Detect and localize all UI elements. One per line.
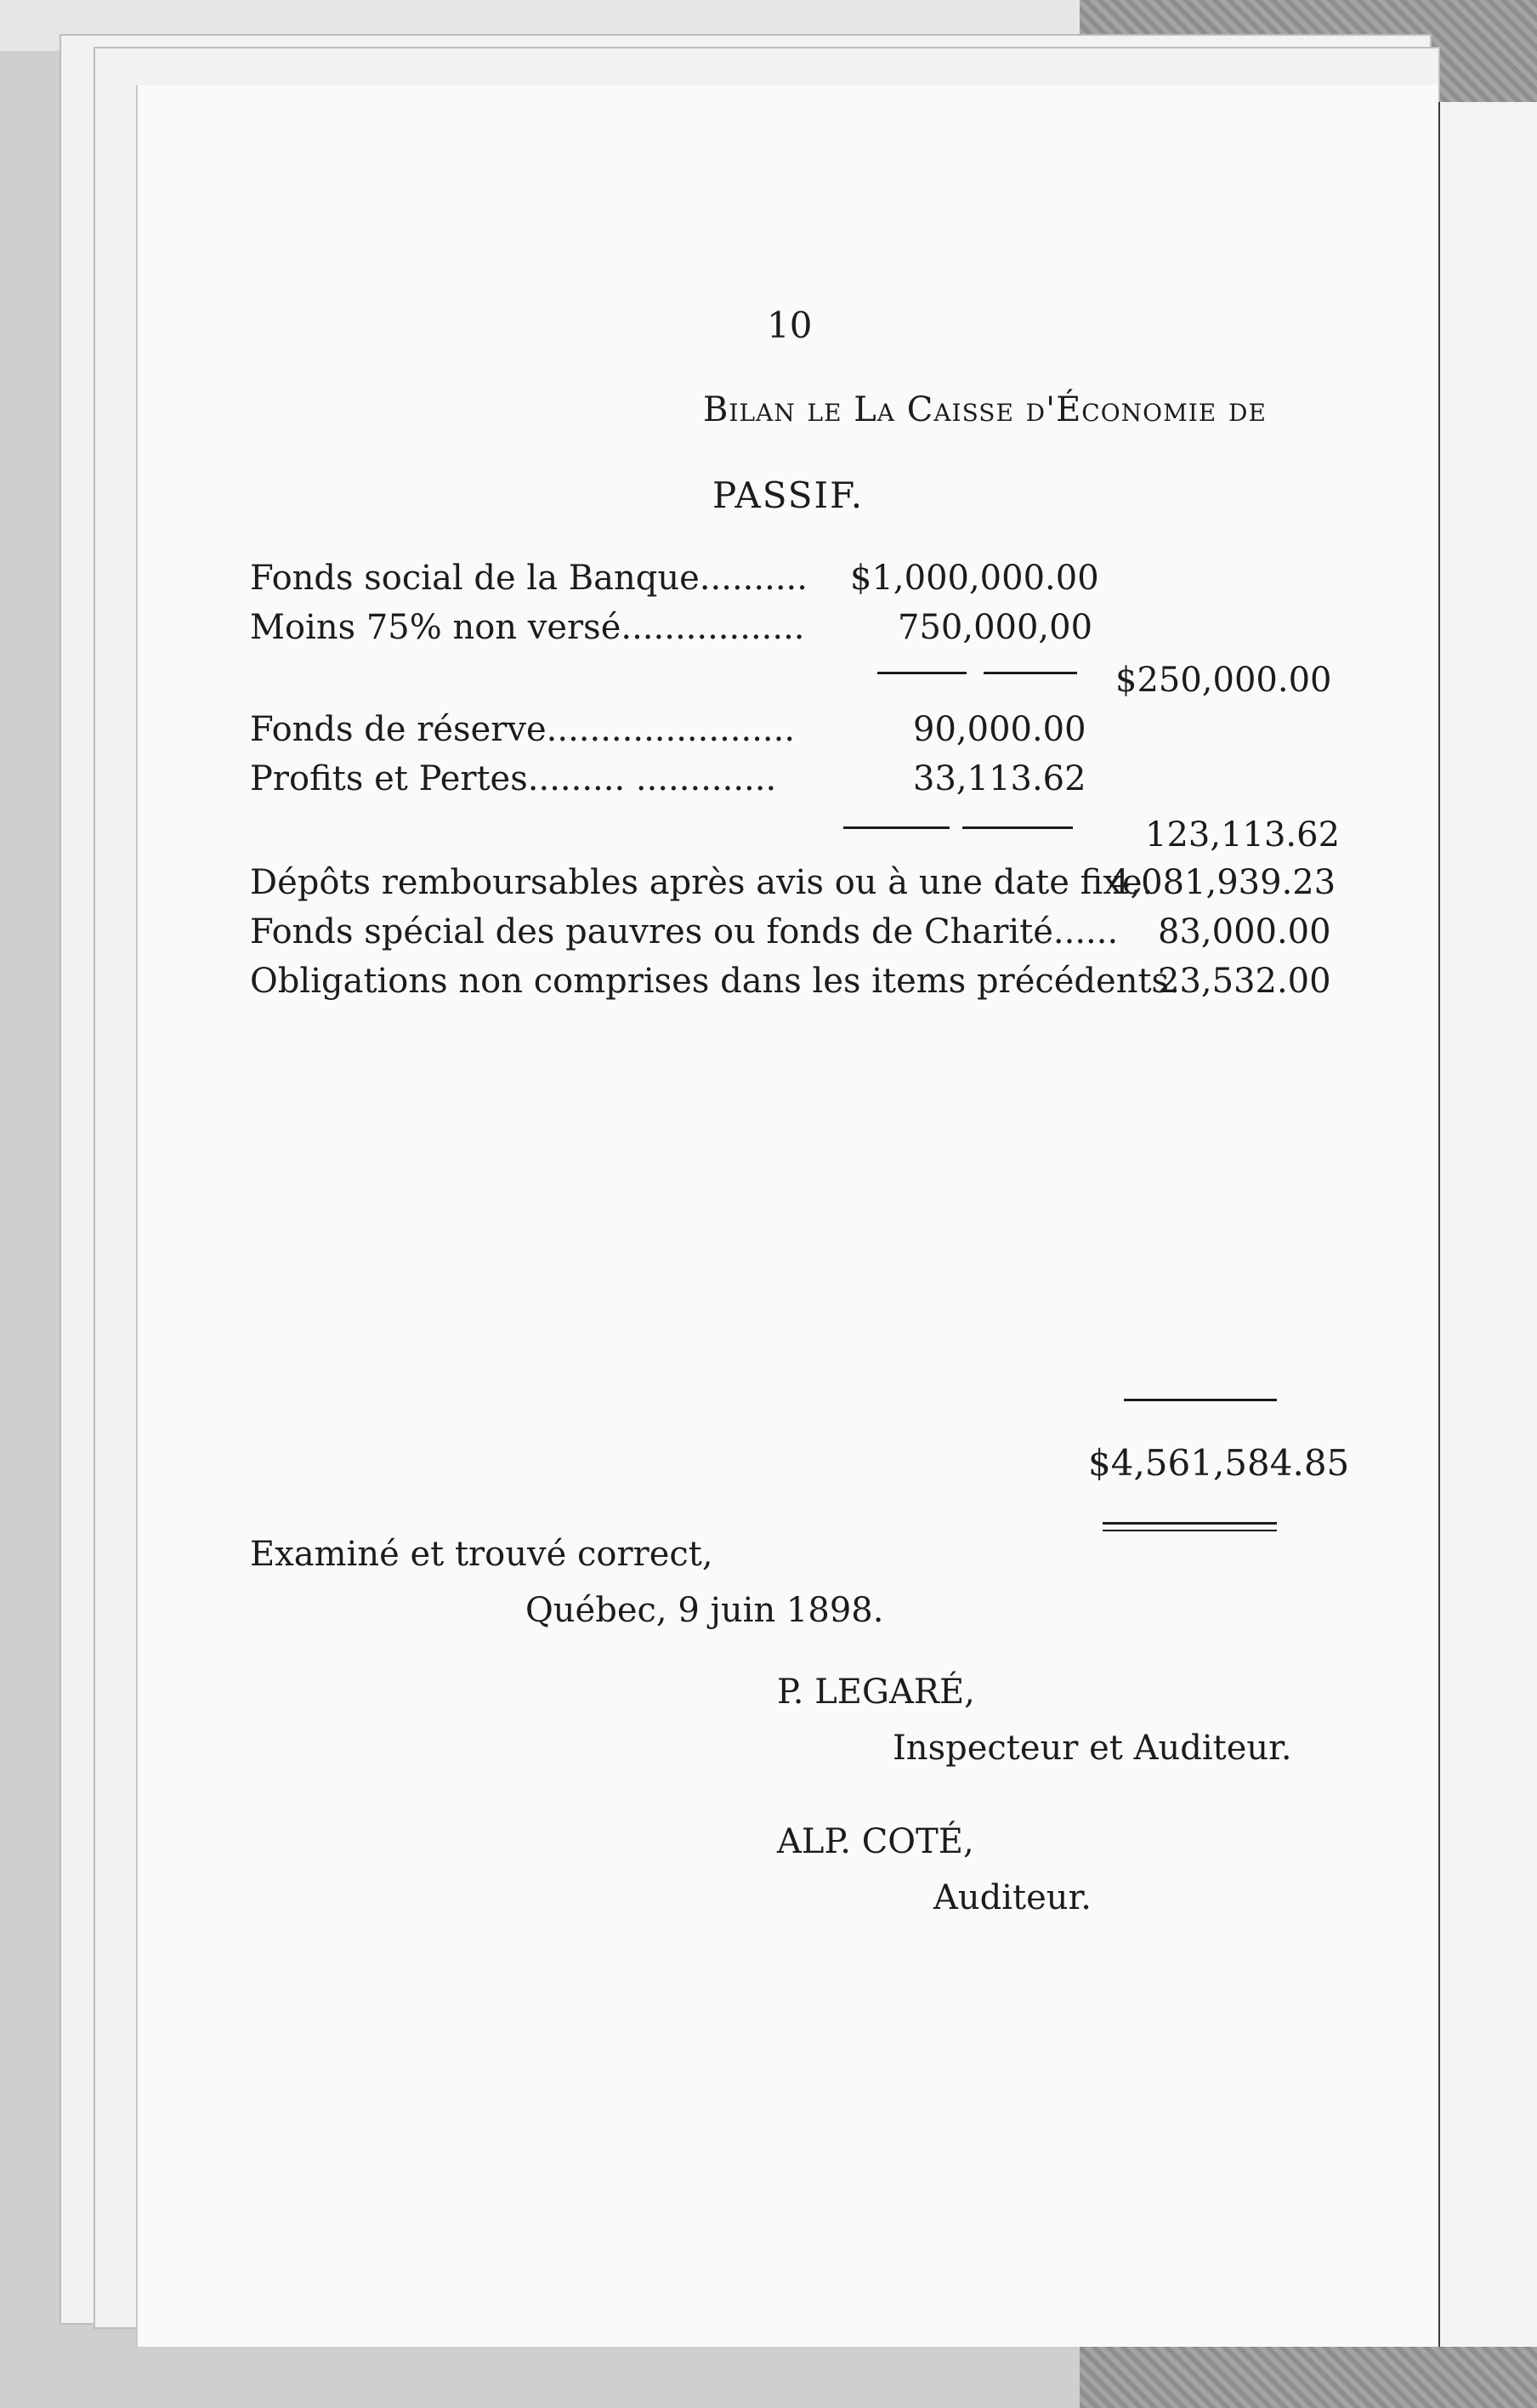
row-label: Obligations non comprises dans les items précédents. bbox=[250, 962, 1180, 1001]
signatory-name: P. LEGARÉ, bbox=[777, 1673, 975, 1712]
document-page bbox=[136, 85, 1438, 2347]
row-amount: 33,113.62 bbox=[913, 759, 1086, 798]
row-subtotal: 123,113.62 bbox=[1145, 815, 1341, 855]
signatory-title: Auditeur. bbox=[933, 1878, 1092, 1917]
sum-rule bbox=[962, 826, 1073, 829]
page-heading bbox=[703, 390, 1267, 429]
row-amount: 83,000.00 bbox=[1158, 912, 1331, 951]
sum-rule bbox=[984, 672, 1077, 674]
total-double-rule bbox=[1103, 1522, 1277, 1531]
row-amount: 750,000,00 bbox=[898, 608, 1093, 647]
row-label: Fonds spécial des pauvres ou fonds de Charité...... bbox=[250, 912, 1119, 951]
row-amount: 90,000.00 bbox=[913, 710, 1086, 749]
row-amount: 4,081,939.23 bbox=[1109, 863, 1336, 902]
row-amount: $1,000,000.00 bbox=[850, 559, 1099, 598]
section-title: PASSIF. bbox=[712, 474, 865, 516]
signatory-name: ALP. COTÉ, bbox=[777, 1822, 974, 1861]
row-amount: 23,532.00 bbox=[1158, 962, 1331, 1001]
signatory-title: Inspecteur et Auditeur. bbox=[893, 1729, 1292, 1768]
row-label: Fonds social de la Banque.......... bbox=[250, 559, 808, 598]
row-label: Fonds de réserve....................... bbox=[250, 710, 796, 749]
heading-text: Bilan le La Caisse d'Économie de bbox=[703, 390, 1267, 429]
total-rule bbox=[1124, 1399, 1277, 1401]
row-subtotal: $250,000.00 bbox=[1115, 661, 1332, 700]
attestation-text: Examiné et trouvé correct, bbox=[250, 1535, 713, 1574]
row-label: Dépôts remboursables après avis ou à une date fixe. bbox=[250, 863, 1154, 902]
facing-page-edge bbox=[1437, 102, 1537, 2347]
place-date: Québec, 9 juin 1898. bbox=[525, 1591, 884, 1630]
grand-total: $4,561,584.85 bbox=[1088, 1442, 1350, 1484]
sum-rule bbox=[843, 826, 950, 829]
row-label: Profits et Pertes......... ............. bbox=[250, 759, 777, 798]
page-number: 10 bbox=[767, 304, 813, 346]
sum-rule bbox=[877, 672, 967, 674]
row-label: Moins 75% non versé................. bbox=[250, 608, 805, 647]
